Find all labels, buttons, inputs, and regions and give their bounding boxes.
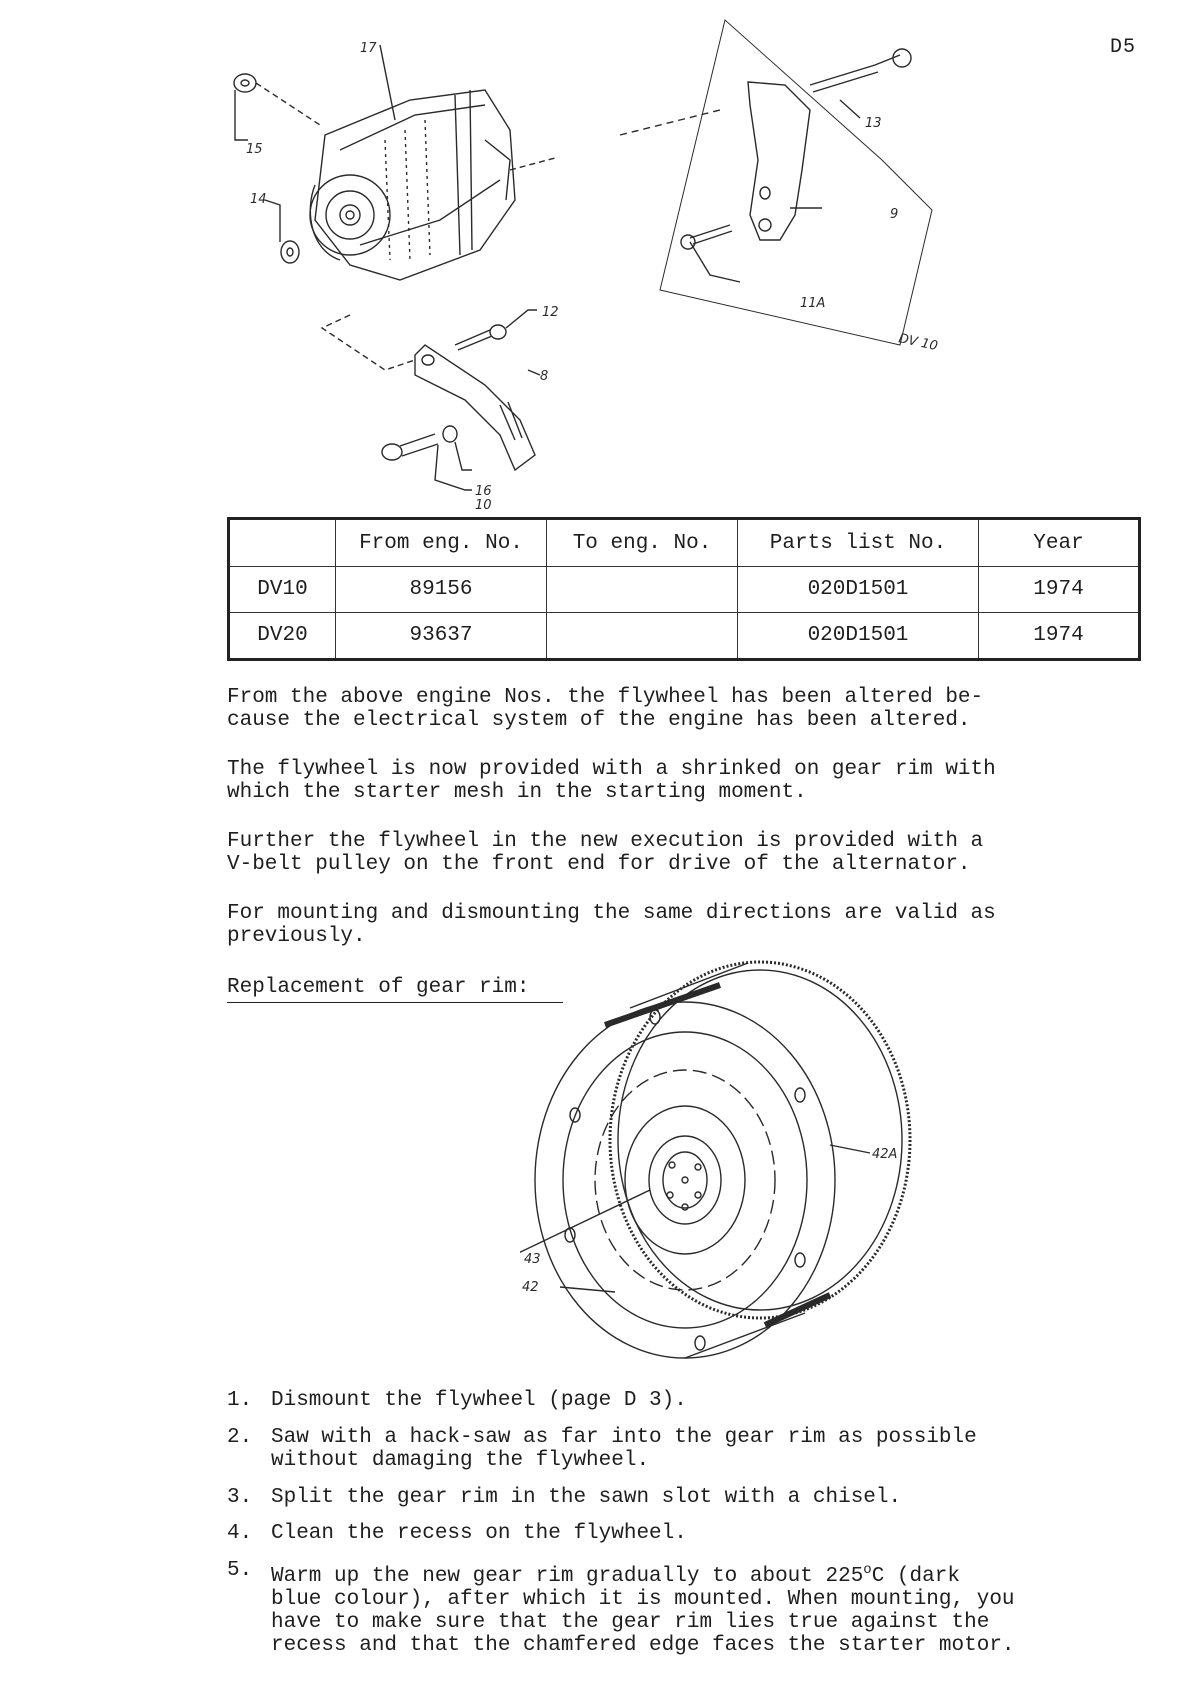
bolt-12-drawing [455,330,490,345]
table-cell: 020D1501 [738,613,979,660]
paragraph: The flywheel is now provided with a shrinked on gear rim with which the starter mesh in the starting moment. [227,758,996,804]
step-text-part: Warm up the new gear rim gradually to about 225 [271,1565,864,1588]
table-cell: DV10 [229,567,336,613]
label-42: 42 [522,1280,539,1295]
label-43: 43 [524,1252,541,1267]
table-cell: 1974 [979,613,1140,660]
step-number: 4. [227,1522,253,1545]
table-header-cell: Year [979,519,1140,567]
table-header-cell: To eng. No. [547,519,738,567]
table-cell [547,613,738,660]
table-row [229,613,1140,660]
alternator-drawing [310,90,515,280]
label-9: 9 [890,207,899,222]
parts-table [227,517,1141,661]
bracket-8-drawing [415,345,535,470]
table-row [229,567,1140,613]
alternator-bracket-illustration [210,10,1010,515]
gear-rim-drawing [610,962,910,1318]
dv10-mounting-drawing [620,20,932,345]
step-text-part: C (dark blue colour), after which it is mounted. When mounting, you have to make sure that the gear rim lies true against the recess and that the chamfered edge faces the starter motor. [271,1565,1015,1657]
table-cell: 1974 [979,567,1140,613]
label-dv10: DV 10 [897,331,940,355]
paragraph: Further the flywheel in the new execution is provided with a V-belt pulley on the front end for drive of the alternator. [227,830,984,876]
step-number: 3. [227,1486,253,1509]
label-11a: 11A [800,296,826,311]
label-13: 13 [865,116,882,131]
degree-superscript: o [863,1562,872,1578]
label-15: 15 [246,142,263,157]
step-text [271,1559,1157,1657]
label-16: 16 [475,484,492,499]
page-code: D5 [1110,36,1137,59]
flywheel-illustration [520,955,1000,1375]
step-number: 1. [227,1389,253,1412]
label-42a: 42A [872,1147,898,1162]
paragraph: For mounting and dismounting the same directions are valid as previously. [227,902,996,948]
nut-drawing [234,74,256,92]
table-cell: 020D1501 [738,567,979,613]
paragraph: From the above engine Nos. the flywheel has been altered be- cause the electrical system of the engine has been altered. [227,686,984,732]
table-cell [547,567,738,613]
table-header-cell [229,519,336,567]
step-text: Saw with a hack-saw as far into the gear rim as possible without damaging the flywheel. [271,1426,977,1472]
label-8: 8 [540,369,549,384]
step-text: Dismount the flywheel (page D 3). [271,1389,687,1412]
step-text: Split the gear rim in the sawn slot with a chisel. [271,1486,902,1509]
washer-drawing [281,241,299,263]
label-17: 17 [360,41,377,56]
table-header-row [229,519,1140,567]
table-cell: DV20 [229,613,336,660]
label-12: 12 [542,305,559,320]
bolt-16-drawing [382,444,402,460]
step-text: Clean the recess on the flywheel. [271,1522,687,1545]
flywheel-face-drawing [535,1002,835,1358]
washer-10-drawing [443,426,457,442]
step-number: 5. [227,1559,253,1582]
label-10: 10 [475,498,492,513]
table-cell: 93637 [336,613,547,660]
table-header-cell: From eng. No. [336,519,547,567]
section-heading: Replacement of gear rim: [227,976,563,1003]
step-number: 2. [227,1426,253,1449]
table-cell: 89156 [336,567,547,613]
table-header-cell: Parts list No. [738,519,979,567]
label-14: 14 [250,192,267,207]
